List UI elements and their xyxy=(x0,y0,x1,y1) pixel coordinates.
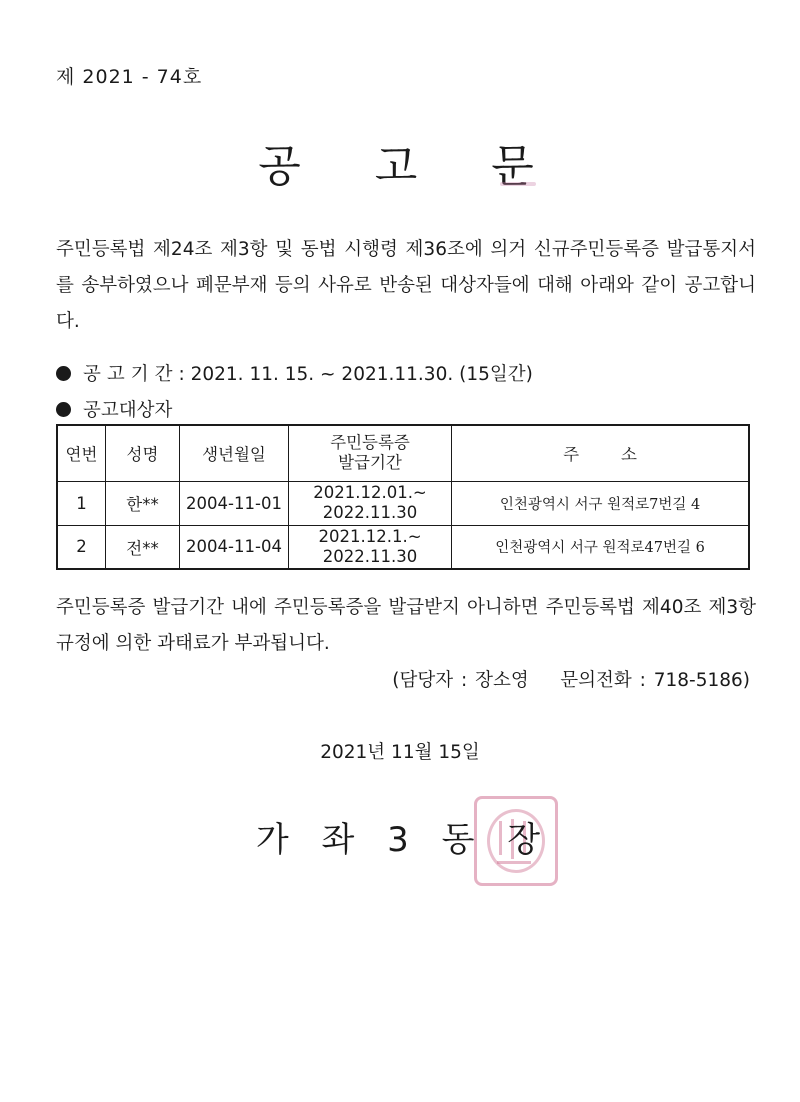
cell-name: 전** xyxy=(106,525,180,569)
cell-period-line1: 2021.12.1.~ xyxy=(318,526,422,546)
issue-date: 2021년 11월 15일 xyxy=(320,742,480,763)
cell-address: 인천광역시 서구 원적로7번길 4 xyxy=(452,481,750,525)
cell-period-line1: 2021.12.01.~ xyxy=(313,483,427,502)
cell-period-line2: 2022.11.30 xyxy=(322,503,418,522)
intro-paragraph: 주민등록법 제24조 제3항 및 동법 시행령 제36조에 의거 신규주민등록증 발급통지서를 송부하였으나 폐문부재 등의 사유로 반송된 대상자들에 대해 아래와 같이 공고합니다. xyxy=(56,239,756,332)
targets-table xyxy=(56,424,750,570)
penalty-notice: 주민등록증 발급기간 내에 주민등록증을 발급받지 아니하면 주민등록법 제40조 제3항 규정에 의한 과태료가 부과됩니다. xyxy=(56,597,756,654)
header-period-line1: 주민등록증 xyxy=(330,433,410,453)
cell-birth: 2004-11-04 xyxy=(180,525,289,569)
header-period-line2: 발급기간 xyxy=(338,453,402,473)
cell-address: 인천광역시 서구 원적로47번길 6 xyxy=(452,525,750,569)
cell-period xyxy=(289,481,452,525)
notice-targets-label: 공고대상자 xyxy=(83,400,173,421)
cell-no: 1 xyxy=(57,481,106,525)
header-name: 성명 xyxy=(106,425,180,481)
table-row xyxy=(57,481,749,525)
bullet-icon xyxy=(56,366,71,381)
cell-period xyxy=(289,525,452,569)
header-period xyxy=(289,425,452,481)
cell-name: 한** xyxy=(106,481,180,525)
table-row xyxy=(57,525,749,569)
document-number: 제 2021 - 74호 xyxy=(56,66,203,88)
notice-period-label: 공고기간 xyxy=(83,364,179,385)
seal-stroke xyxy=(497,861,531,864)
header-no: 연번 xyxy=(57,425,106,481)
issuer-name: 가 좌 3 동 장 xyxy=(255,820,545,860)
document-title: 공 고 문 xyxy=(258,141,542,192)
notice-period-line xyxy=(56,360,533,386)
notice-targets-line xyxy=(56,396,172,422)
table-header-row xyxy=(57,425,749,481)
cell-period-line2: 2022.11.30 xyxy=(322,546,418,566)
header-address: 주 소 xyxy=(452,425,750,481)
cell-no: 2 xyxy=(57,525,106,569)
bullet-icon xyxy=(56,402,71,417)
header-birth: 생년월일 xyxy=(180,425,289,481)
cell-birth: 2004-11-01 xyxy=(180,481,289,525)
notice-period-value: : 2021. 11. 15. ~ 2021.11.30. (15일간) xyxy=(178,364,533,385)
ink-smudge xyxy=(500,182,536,186)
contact-info: (담당자 : 장소영 문의전화 : 718-5186) xyxy=(392,670,750,691)
